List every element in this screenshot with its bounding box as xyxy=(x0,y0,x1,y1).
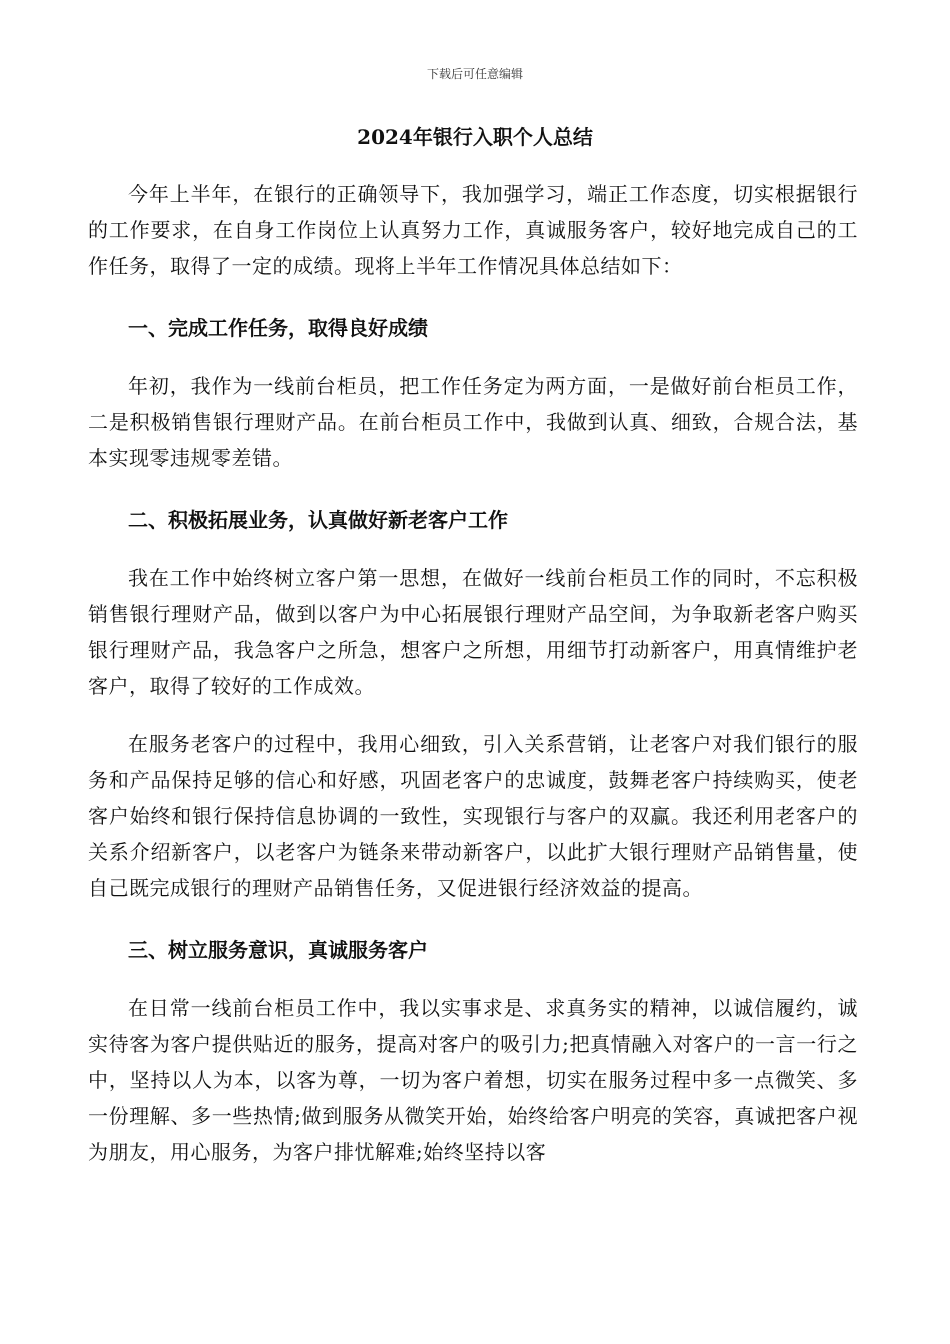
section-2-heading: 二、积极拓展业务，认真做好新老客户工作 xyxy=(128,508,508,532)
section-3-heading: 三、树立服务意识，真诚服务客户 xyxy=(128,938,428,962)
header-note: 下载后可任意编辑 xyxy=(426,67,523,81)
intro-paragraph: 今年上半年，在银行的正确领导下，我加强学习，端正工作态度，切实根据银行的工作要求，在自身工作岗位上认真努力工作，真诚服务客户，较好地完成自己的工作任务，取得了一定的成绩。现将上半年工作情况具体总结如下： xyxy=(88,182,858,278)
section-1-heading: 一、完成工作任务，取得良好成绩 xyxy=(128,316,428,340)
section-2-paragraph-1: 我在工作中始终树立客户第一思想，在做好一线前台柜员工作的同时，不忘积极销售银行理财产品，做到以客户为中心拓展银行理财产品空间，为争取新老客户购买银行理财产品，我急客户之所急，想客户之所想，用细节打动新客户，用真情维护老客户，取得了较好的工作成效。 xyxy=(88,566,858,698)
section-1-paragraph-1: 年初，我作为一线前台柜员，把工作任务定为两方面，一是做好前台柜员工作，二是积极销售银行理财产品。在前台柜员工作中，我做到认真、细致，合规合法，基本实现零违规零差错。 xyxy=(88,374,858,470)
section-2-paragraph-2: 在服务老客户的过程中，我用心细致，引入关系营销，让老客户对我们银行的服务和产品保持足够的信心和好感，巩固老客户的忠诚度，鼓舞老客户持续购买，使老客户始终和银行保持信息协调的一致性，实现银行与客户的双赢。我还利用老客户的关系介绍新客户，以老客户为链条来带动新客户，以此扩大银行理财产品销售量，使自己既完成银行的理财产品销售任务，又促进银行经济效益的提高。 xyxy=(88,732,858,900)
document-title: 2024年银行入职个人总结 xyxy=(357,125,593,149)
section-3-paragraph-1: 在日常一线前台柜员工作中，我以实事求是、求真务实的精神，以诚信履约，诚实待客为客户提供贴近的服务，提高对客户的吸引力;把真情融入对客户的一言一行之中，坚持以人为本，以客为尊，一切为客户着想，切实在服务过程中多一点微笑、多一份理解、多一些热情;做到服务从微笑开始，始终给客户明亮的笑容，真诚把客户视为朋友，用心服务，为客户排忧解难;始终坚持以客 xyxy=(88,996,858,1164)
document-body xyxy=(88,176,858,1170)
